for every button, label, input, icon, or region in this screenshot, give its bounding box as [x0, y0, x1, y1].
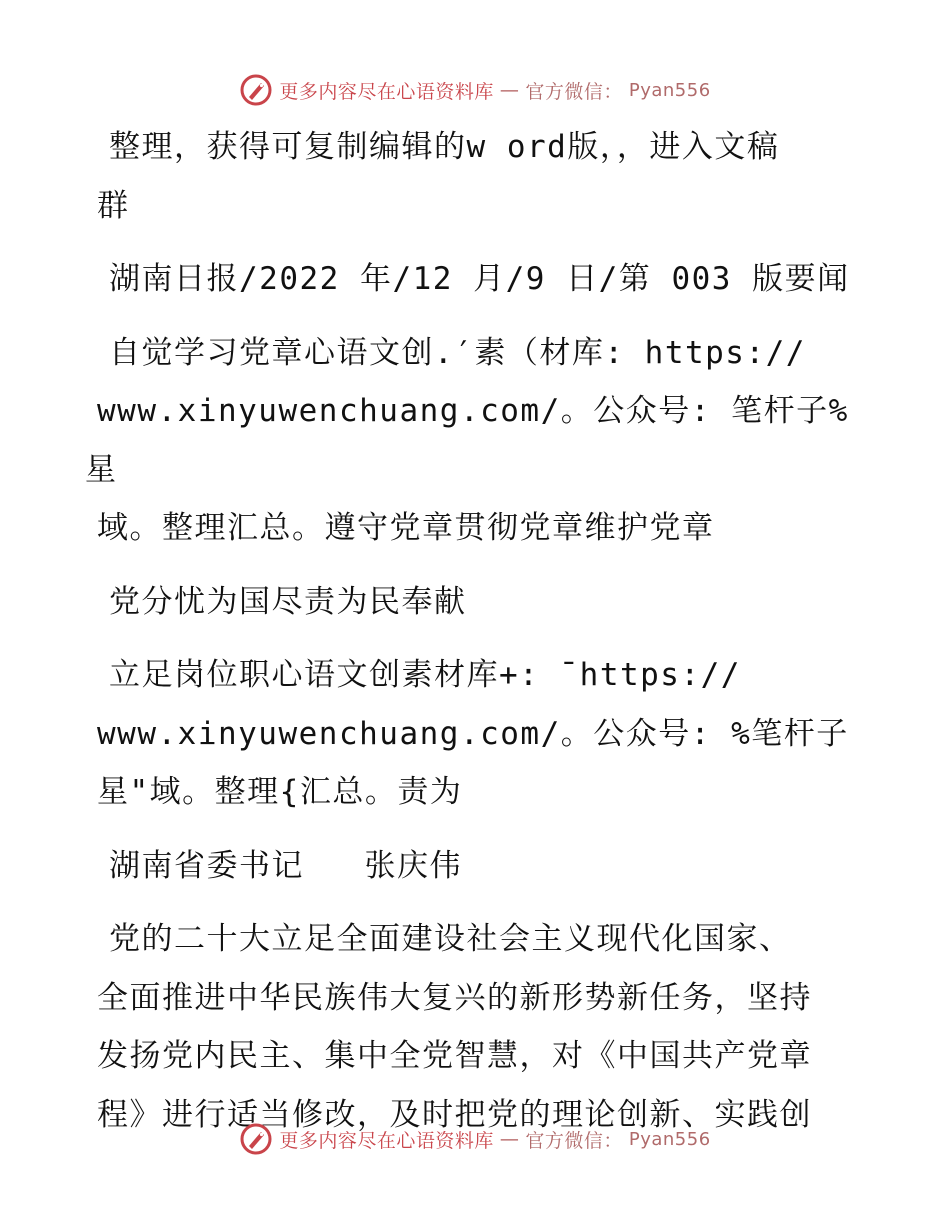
text-line: 程》进行适当修改，及时把党的理论创新、实践创 [97, 1096, 812, 1133]
text-line: 自觉学习党章心语文创.′素（材库: https:// [109, 334, 806, 371]
paragraph-source [97, 250, 867, 309]
banner-official-label: 官方微信： [525, 80, 623, 103]
article-body [85, 118, 867, 1159]
text-line: www.xinyuwenchuang.com/。公众号: %笔杆子 [97, 715, 849, 752]
pen-nib-logo-icon [239, 73, 273, 107]
text-line: 湖南省委书记 张庆伟 [109, 847, 462, 884]
text-line: 发扬党内民主、集中全党智慧，对《中国共产党章 [97, 1038, 812, 1074]
text-line: 湖南日报/2022 年/12 月/9 日/第 003 版要闻 [109, 261, 850, 297]
text-line: 立足岗位职心语文创素材库+: ¯https:// [109, 657, 741, 693]
header-watermark-banner [0, 68, 950, 112]
banner-wechat-id: Pyan556 [628, 1128, 711, 1150]
paragraph-author [97, 837, 867, 896]
banner-main-text: 更多内容尽在心语资料库 [279, 80, 494, 103]
text-line: 整理，获得可复制编辑的w ord版，，进入文稿 [109, 129, 780, 165]
pen-nib-logo-icon [239, 1122, 273, 1156]
paragraph-subheadline [97, 573, 867, 632]
text-line: 星"域。整理{汇总。责为 [97, 774, 463, 810]
banner-main-text: 更多内容尽在心语资料库 [279, 1129, 494, 1152]
banner-dash: — [499, 79, 520, 101]
text-line: 群 [97, 187, 130, 224]
text-line: 党的二十大立足全面建设社会主义现代化国家、 [109, 921, 792, 957]
paragraph-subheadline-2 [97, 646, 867, 822]
banner-official-label: 官方微信： [525, 1129, 623, 1152]
banner-wechat-id: Pyan556 [628, 79, 711, 101]
text-line: www.xinyuwenchuang.com/。公众号: 笔杆子%星 [85, 393, 849, 488]
paragraph-body [97, 910, 867, 1144]
paragraph-intro [97, 118, 867, 235]
text-line: 域。整理汇总。遵守党章贯彻党章维护党章 [97, 510, 715, 546]
text-line: 全面推进中华民族伟大复兴的新形势新任务，坚持 [97, 979, 812, 1016]
paragraph-headline [85, 324, 867, 558]
footer-watermark-banner [0, 1117, 950, 1161]
banner-dash: — [499, 1128, 520, 1150]
text-line: 党分忧为国尽责为民奉献 [109, 583, 467, 620]
